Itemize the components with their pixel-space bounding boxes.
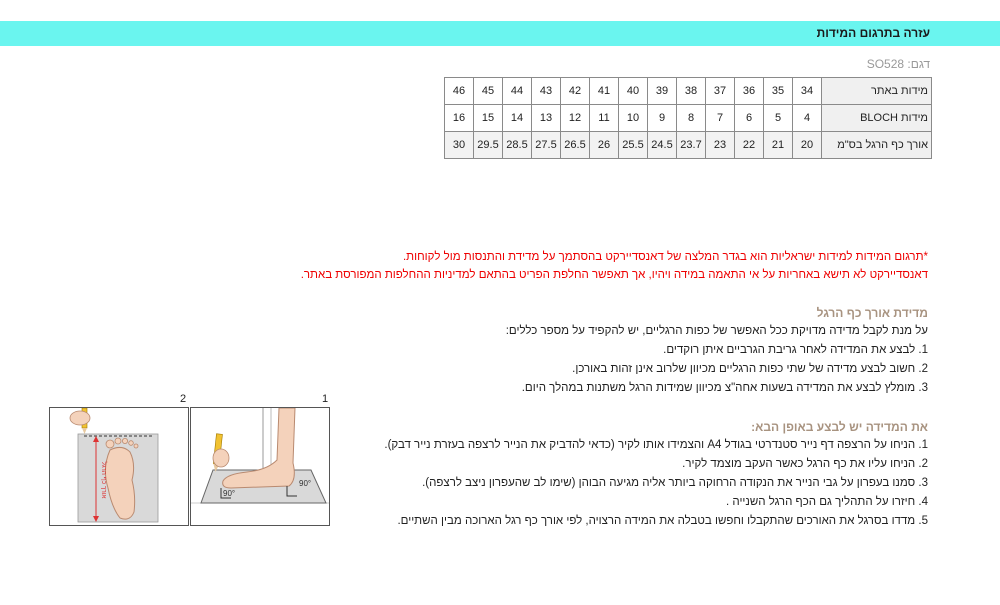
measure-rule-3: 3. מומלץ לבצע את המדידה בשעות אחה"צ מכיוון שמידות הרגל משתנות במהלך היום. [521, 382, 928, 394]
disclaimer-line-1: *תרגום המידות למידות ישראליות הוא בגדר המלצה של דאנסדיירקט בהסתמך על מדידת והתנסות מול לקוחות. [402, 251, 928, 263]
size-table-cell: 45 [474, 78, 503, 105]
angle-label-1: 90° [299, 479, 312, 488]
size-table-cell: 41 [590, 78, 619, 105]
size-table-cell: 8 [677, 105, 706, 132]
size-table-cell: 16 [445, 105, 474, 132]
size-table-row-label: מידות באתר [822, 78, 932, 105]
size-table-cell: 46 [445, 78, 474, 105]
size-table-cell: 29.5 [474, 132, 503, 159]
size-table-cell: 44 [503, 78, 532, 105]
page-title: עזרה בתרגום המידות [816, 26, 930, 40]
size-table-cell: 12 [561, 105, 590, 132]
foot-top-illustration [50, 408, 188, 525]
how-step-2: 2. הניחו עליו את כף הרגל כאשר העקב מוצמד לקיר. [682, 458, 928, 470]
size-table-cell: 22 [735, 132, 764, 159]
header-bar [0, 21, 1000, 46]
size-table-cell: 38 [677, 78, 706, 105]
foot-length-label: אורך כף הרגל [100, 461, 107, 499]
size-table-cell: 20 [793, 132, 822, 159]
size-table-cell: 34 [793, 78, 822, 105]
size-table-cell: 36 [735, 78, 764, 105]
size-table-row [445, 132, 932, 159]
figure-2-number: 2 [180, 393, 187, 405]
size-table-cell: 9 [648, 105, 677, 132]
size-table-cell: 43 [532, 78, 561, 105]
size-table-cell: 42 [561, 78, 590, 105]
figure-2-top-view [49, 407, 189, 526]
size-table-cell: 6 [735, 105, 764, 132]
size-table-cell: 24.5 [648, 132, 677, 159]
size-table-cell: 39 [648, 78, 677, 105]
size-table-cell: 27.5 [532, 132, 561, 159]
size-table-cell: 15 [474, 105, 503, 132]
size-table [444, 77, 932, 159]
size-table-cell: 35 [764, 78, 793, 105]
size-table-cell: 26.5 [561, 132, 590, 159]
size-table-cell: 30 [445, 132, 474, 159]
angle-label-2: 90° [223, 489, 236, 498]
size-table-cell: 37 [706, 78, 735, 105]
size-table-cell: 11 [590, 105, 619, 132]
how-step-5: 5. מדדו בסרגל את האורכים שהתקבלו וחפשו בטבלה את המידה הרצויה, לפי אורך כף רגל הארוכה מבין השתיים. [397, 515, 928, 527]
size-table-row [445, 78, 932, 105]
size-table-cell: 28.5 [503, 132, 532, 159]
how-step-1: 1. הניחו על הרצפה דף נייר סטנדרטי בגודל A4 והצמידו אותו לקיר (כדאי להדביק את הנייר לרצפה בעזרת נייר דבק). [384, 439, 928, 451]
size-table-cell: 25.5 [619, 132, 648, 159]
size-table-cell: 21 [764, 132, 793, 159]
disclaimer-line-2: דאנסדיירקט לא תישא באחריות על אי התאמה במידה ויהיו, אך תאפשר החלפת הפריט בהתאם למדיניות ההחלפות המפורסת באתר. [300, 269, 928, 281]
size-table-row-label: אורך כף הרגל בס"מ [822, 132, 932, 159]
size-table-cell: 23.7 [677, 132, 706, 159]
size-table-cell: 10 [619, 105, 648, 132]
size-table-cell: 7 [706, 105, 735, 132]
size-table-cell: 5 [764, 105, 793, 132]
measure-rule-1: 1. לבצע את המדידה לאחר גריבת הגרביים איתן רוקדים. [663, 344, 928, 356]
figure-1-number: 1 [322, 393, 329, 405]
model-label: דגם: SO528 [866, 57, 930, 71]
size-table-row-label: מידות BLOCH [822, 105, 932, 132]
how-step-3: 3. סמנו בעפרון על גבי הנייר את הנקודה הרחוקה ביותר אליה מגיעה הבוהן (שימו לב שהעפרון ניצב לרצפה). [422, 477, 928, 489]
size-table-row [445, 105, 932, 132]
size-table-cell: 13 [532, 105, 561, 132]
pencil-icon [70, 408, 90, 434]
how-heading: את המדידה יש לבצע באופן הבא: [751, 420, 928, 434]
foot-side-illustration [191, 408, 329, 525]
size-table-cell: 4 [793, 105, 822, 132]
size-table-cell: 26 [590, 132, 619, 159]
measure-rule-2: 2. חשוב לבצע מדידה של שתי כפות הרגליים מכיוון שלרוב אינן זהות באורכן. [572, 363, 928, 375]
measure-heading: מדידת אורך כף הרגל [816, 306, 928, 320]
size-table-cell: 23 [706, 132, 735, 159]
figure-1-side-view [190, 407, 330, 526]
size-table-cell: 40 [619, 78, 648, 105]
how-step-4: 4. חיזרו על התהליך גם הכף הרגל השנייה . [726, 496, 928, 508]
pencil-icon [213, 434, 229, 472]
size-table-cell: 14 [503, 105, 532, 132]
measure-intro: על מנת לקבל מדידה מדויקת ככל האפשר של כפות הרגליים, יש להקפיד על מספר כללים: [505, 325, 928, 337]
